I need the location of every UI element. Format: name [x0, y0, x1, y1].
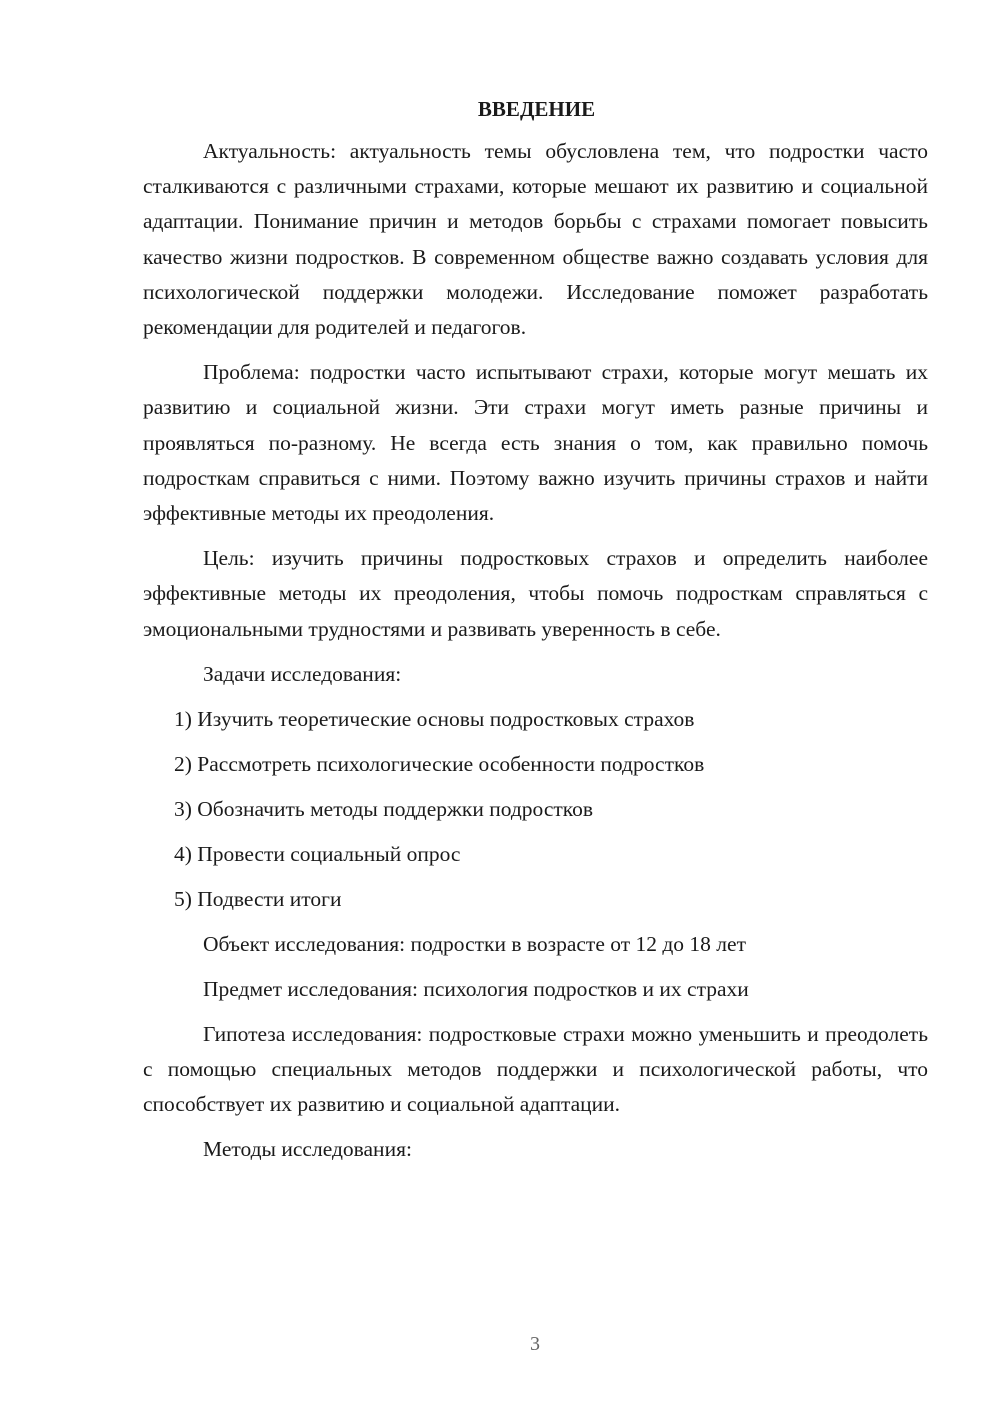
tasks-heading: Задачи исследования:	[203, 661, 402, 686]
section-title: ВВЕДЕНИЕ	[477, 97, 596, 121]
task-item-1: 1) Изучить теоретические основы подростковых страхов	[174, 706, 695, 731]
task-item-2: 2) Рассмотреть психологические особенности подростков	[174, 751, 705, 776]
problem-paragraph: Проблема: подростки часто испытывают страхи, которые могут мешать их развитию и социальной жизни. Эти страхи могут иметь разные причины и проявляться по-разному. Не всегда есть знания о том, как правильно помочь подросткам справиться с ними. Поэтому важно изучить причины страхов и найти эффективные методы их преодоления.	[143, 360, 928, 526]
task-item-3: 3) Обозначить методы поддержки подростков	[174, 796, 594, 821]
subject-line: Предмет исследования: психология подростков и их страхи	[203, 976, 749, 1001]
task-item-4: 4) Провести социальный опрос	[174, 841, 461, 866]
hypothesis-paragraph: Гипотеза исследования: подростковые страхи можно уменьшить и преодолеть с помощью специальных методов поддержки и психологической работы, что способствует их развитию и социальной адаптации.	[143, 1021, 928, 1117]
tasks-list	[143, 702, 928, 917]
page-number: 3	[530, 1333, 540, 1355]
object-line: Объект исследования: подростки в возрасте от 12 до 18 лет	[203, 931, 746, 956]
relevance-paragraph: Актуальность: актуальность темы обусловлена тем, что подростки часто сталкиваются с различными страхами, которые мешают их развитию и социальной адаптации. Понимание причин и методов борьбы с страхами помогает повысить качество жизни подростков. В современном обществе важно создавать условия для психологической поддержки молодежи. Исследование поможет разработать рекомендации для родителей и педагогов.	[143, 139, 928, 340]
goal-paragraph: Цель: изучить причины подростковых страхов и определить наиболее эффективные методы их преодоления, чтобы помочь подросткам справляться с эмоциональными трудностями и развивать уверенность в себе.	[143, 546, 928, 641]
document-page	[143, 92, 928, 1177]
task-item-5: 5) Подвести итоги	[174, 886, 342, 911]
methods-heading: Методы исследования:	[203, 1137, 412, 1162]
